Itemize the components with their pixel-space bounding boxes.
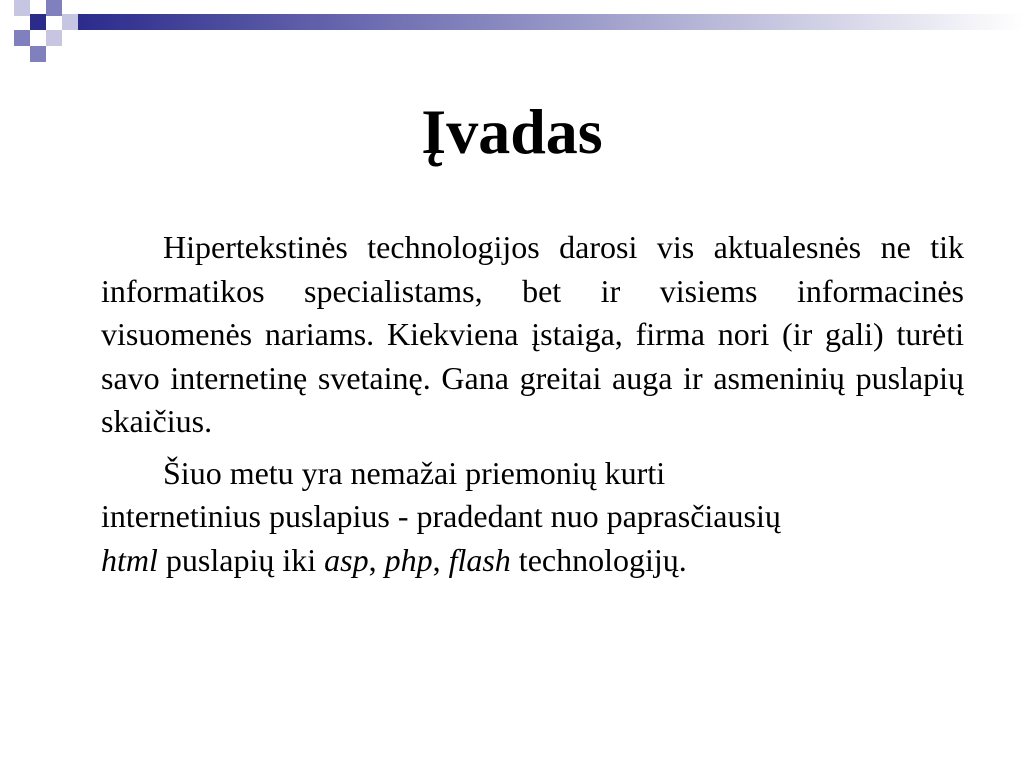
paragraph-tools-text-b: technologijų.	[510, 541, 687, 578]
header-gradient-bar	[78, 14, 1024, 30]
separator: ,	[368, 541, 385, 578]
paragraph-intro: Hipertekstinės technologijos darosi vis aktualesnės ne tik informatikos specialistams, bet ir visiems informacinės visuomenės nariams. Kiekviena įstaiga, firma nori (ir gali) turėti savo internetinę svetainę. Gana greitai auga ir asmeninių puslapių skaičius.	[101, 229, 964, 439]
term-html: html	[101, 541, 158, 578]
paragraph-tools-text-a: puslapių iki	[157, 541, 325, 578]
decor-square	[30, 46, 46, 62]
term-php: php	[384, 541, 433, 578]
paragraph-tools	[101, 452, 964, 583]
term-flash: flash	[448, 541, 511, 578]
term-asp: asp	[324, 541, 369, 578]
paragraph-tools-line1: Šiuo metu yra nemažai priemonių kurti	[163, 454, 666, 491]
decor-square	[14, 0, 30, 16]
decor-square	[62, 14, 78, 30]
paragraph-tools-line2: internetinius puslapius - pradedant nuo paprasčiausių	[101, 498, 781, 534]
decor-square	[46, 0, 62, 16]
separator: ,	[432, 541, 449, 578]
slide-title: Įvadas	[421, 96, 603, 167]
decor-square	[30, 14, 46, 30]
header-decoration	[0, 0, 1024, 64]
decor-square	[14, 30, 30, 46]
decor-square	[46, 30, 62, 46]
slide-body	[101, 226, 964, 582]
